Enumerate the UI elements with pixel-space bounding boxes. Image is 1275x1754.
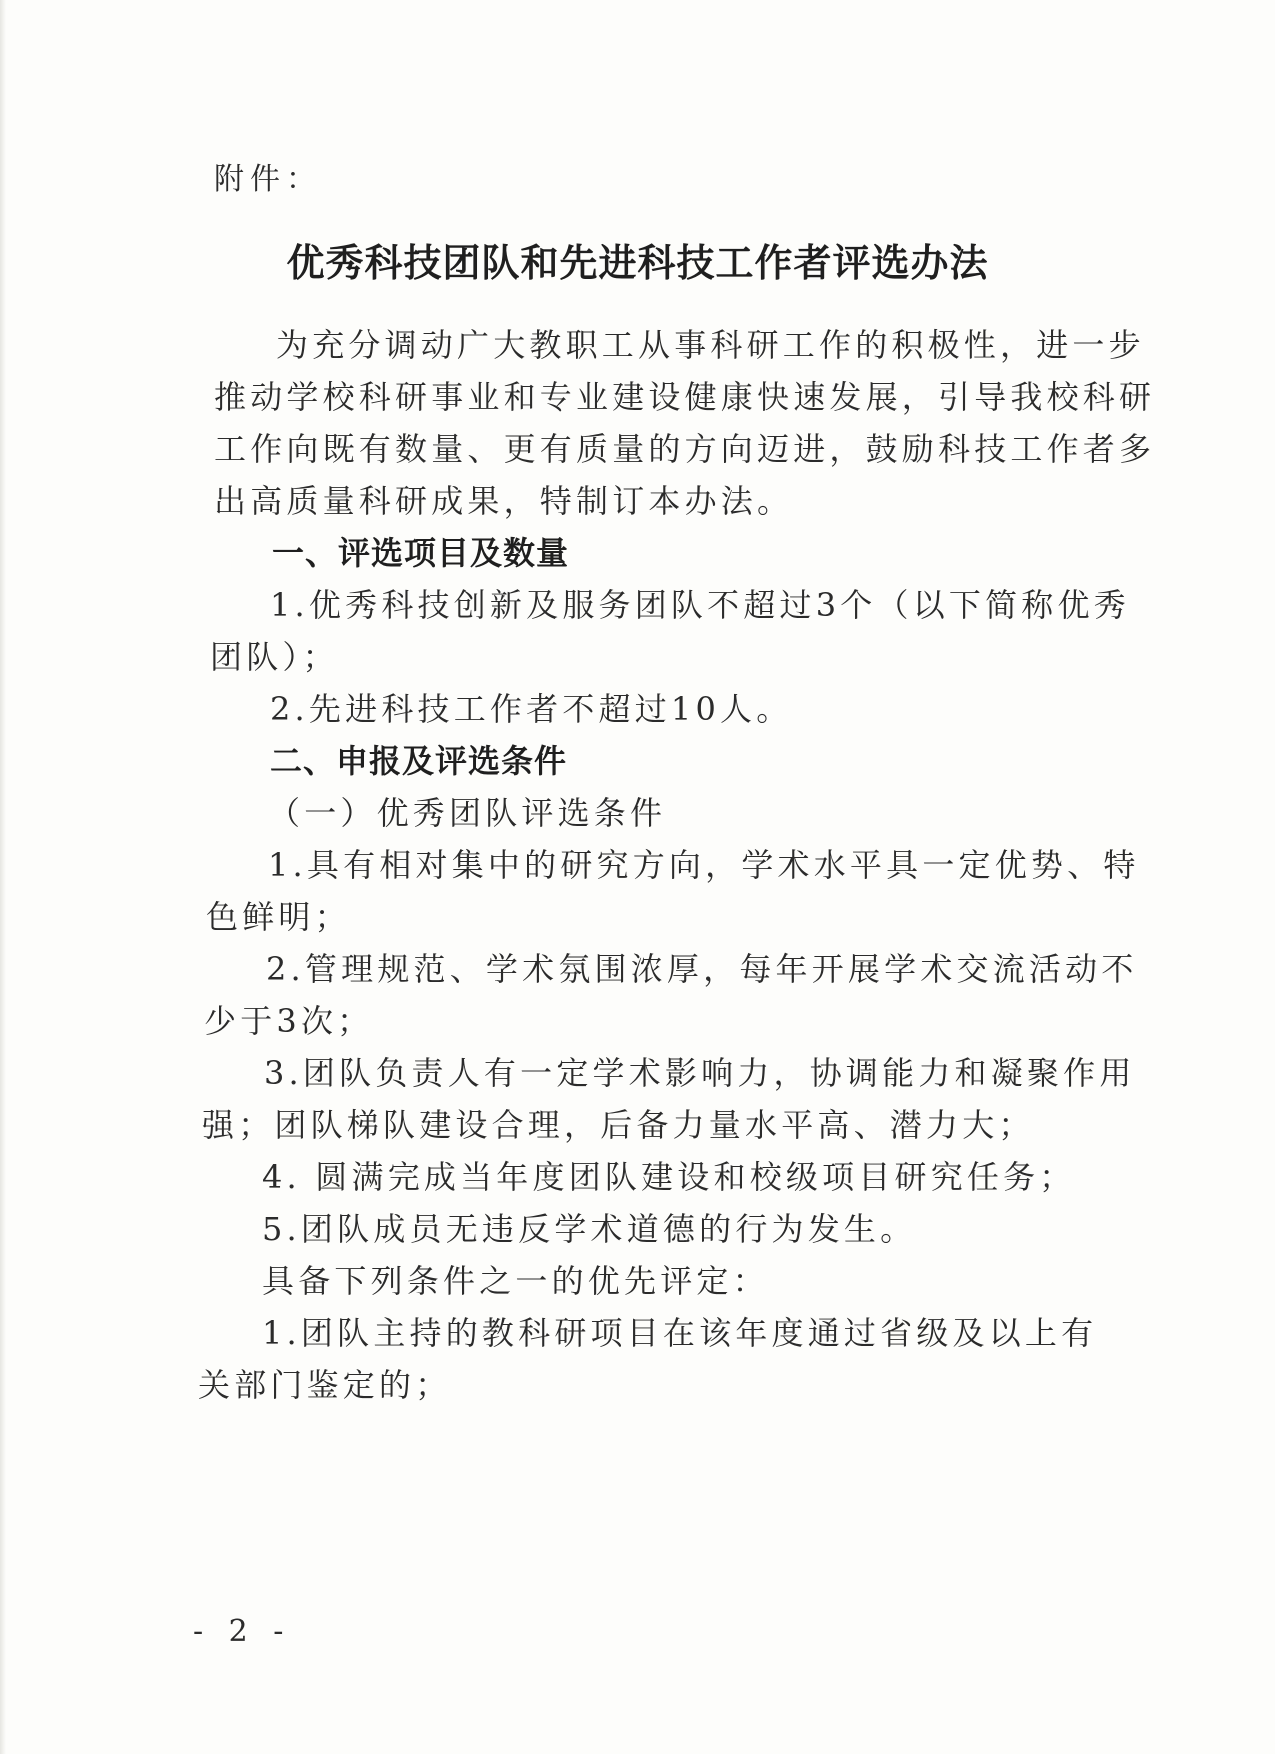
- section-2-item-4: 4. 圆满完成当年度团队建设和校级项目研究任务；: [262, 1158, 1076, 1196]
- section-1-item-1-line-1: 1.优秀科技创新及服务团队不超过3个（以下简称优秀: [270, 586, 1130, 624]
- priority-intro: 具备下列条件之一的优先评定：: [262, 1262, 769, 1300]
- section-2-item-3-line-1: 3.团队负责人有一定学术影响力，协调能力和凝聚作用: [264, 1054, 1136, 1092]
- section-2-item-1-line-1: 1.具有相对集中的研究方向，学术水平具一定优势、特: [268, 846, 1140, 884]
- section-2-item-2-line-2: 少于3次；: [204, 1002, 374, 1040]
- attachment-label: 附件：: [214, 162, 322, 197]
- intro-line-2: 推动学校科研事业和专业建设健康快速发展，引导我校科研: [214, 378, 1156, 416]
- section-2-item-3-line-2: 强；团队梯队建设合理，后备力量水平高、潜力大；: [202, 1106, 1035, 1144]
- intro-line-3: 工作向既有数量、更有质量的方向迈进，鼓励科技工作者多: [214, 430, 1156, 468]
- intro-line-4: 出高质量科研成果，特制订本办法。: [214, 482, 794, 520]
- section-1-heading: 一、评选项目及数量: [272, 534, 570, 572]
- section-2-heading: 二、申报及评选条件: [270, 742, 568, 780]
- section-2-item-1-line-2: 色鲜明；: [206, 898, 351, 936]
- section-1-item-2: 2.先进科技工作者不超过10人。: [270, 690, 793, 728]
- intro-line-1: 为充分调动广大教职工从事科研工作的积极性，进一步: [276, 326, 1145, 364]
- section-2-item-2-line-1: 2.管理规范、学术氛围浓厚，每年开展学术交流活动不: [266, 950, 1138, 988]
- priority-item-1-line-1: 1.团队主持的教科研项目在该年度通过省级及以上有: [262, 1314, 1098, 1352]
- section-1-item-1-line-2: 团队）；: [210, 638, 339, 676]
- section-2-subheading: （一）优秀团队评选条件: [268, 794, 667, 832]
- page-number: - 2 -: [193, 1614, 292, 1649]
- priority-item-1-line-2: 关部门鉴定的；: [198, 1366, 452, 1404]
- section-2-item-5: 5.团队成员无违反学术道德的行为发生。: [262, 1210, 917, 1248]
- document-title: 优秀科技团队和先进科技工作者评选办法: [286, 241, 989, 285]
